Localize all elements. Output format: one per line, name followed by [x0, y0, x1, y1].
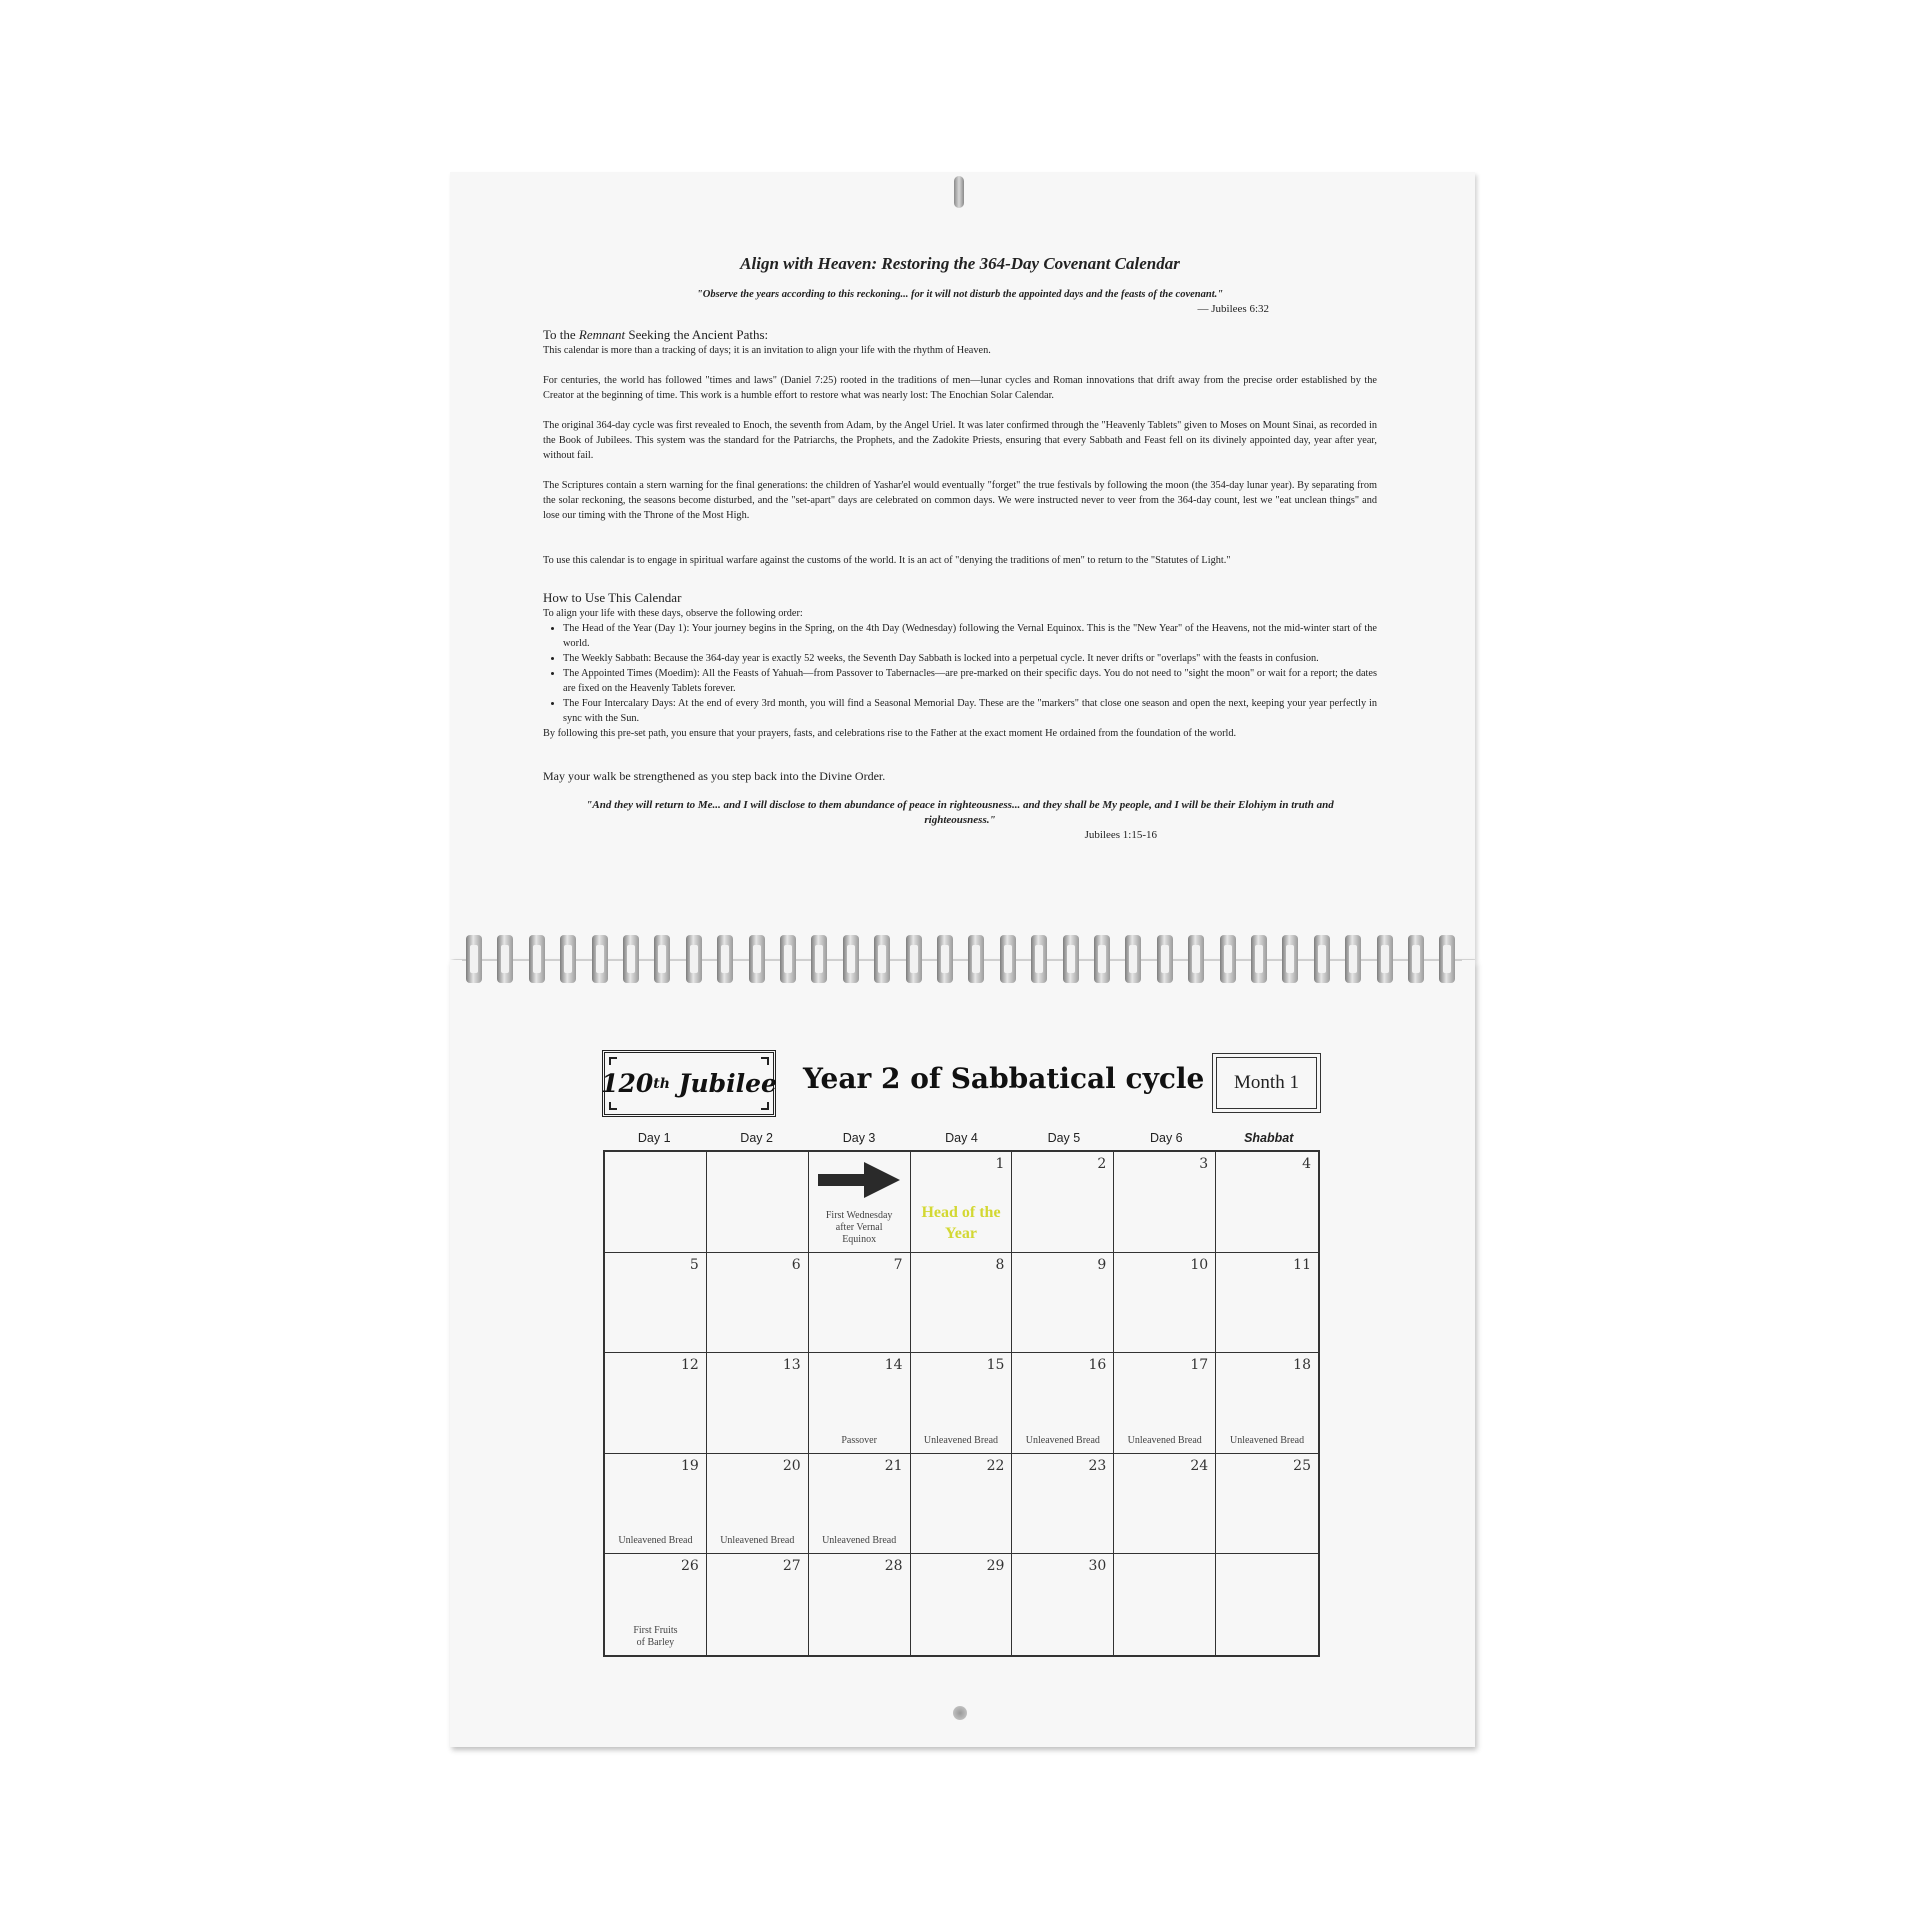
binding-ring — [1345, 935, 1361, 983]
day-header: Day 1 — [637, 1131, 671, 1145]
calendar-day-cell — [1114, 1454, 1216, 1555]
feast-note: Unleavened Bread — [822, 1535, 897, 1547]
calendar-day-cell — [911, 1554, 1013, 1655]
day-header-row — [603, 1131, 1320, 1145]
binding-ring — [968, 935, 984, 983]
binding-wire — [462, 959, 1462, 961]
calendar-day-cell — [911, 1454, 1013, 1555]
final-quote: "And they will return to Me... and I will disclose to them abundance of peace in righteousness... and they shall be My people, and I will be their Elohiym in truth and righteousness." — [586, 799, 1334, 826]
feast-note: Unleavened Bread — [1025, 1434, 1100, 1446]
jubilee-word: Jubilee — [669, 1069, 777, 1098]
shabbat-header: Shabbat — [1244, 1131, 1294, 1145]
binding-ring — [811, 935, 827, 983]
day-number: 28 — [884, 1558, 903, 1575]
calendar-day-cell — [809, 1454, 911, 1555]
month-badge — [1212, 1053, 1321, 1113]
calendar-day-cell — [1012, 1454, 1114, 1555]
day-number: 30 — [1088, 1558, 1107, 1575]
binding-ring — [749, 935, 765, 983]
binding-ring — [906, 935, 922, 983]
salutation — [543, 327, 1377, 343]
day-number: 20 — [782, 1457, 801, 1474]
salutation-suffix: Seeking the Ancient Paths: — [625, 327, 769, 342]
epigraph: "Observe the years according to this reckoning... for it will not disturb the appointed days and the feasts of the covenant." — [696, 289, 1224, 300]
calendar-day-cell — [1216, 1454, 1318, 1555]
day-number: 15 — [986, 1357, 1005, 1374]
day-number: 17 — [1190, 1357, 1209, 1374]
binding-ring — [1439, 935, 1455, 983]
calendar-grid — [603, 1150, 1320, 1657]
intro-text — [543, 256, 1377, 843]
day-number: 10 — [1190, 1256, 1209, 1273]
calendar-day-cell — [1114, 1152, 1216, 1253]
day-number: 8 — [995, 1256, 1005, 1273]
binding-ring — [874, 935, 890, 983]
calendar-day-cell — [707, 1454, 809, 1555]
calendar-day-cell — [809, 1253, 911, 1354]
binding-ring — [1157, 935, 1173, 983]
day-number: 9 — [1097, 1256, 1107, 1273]
day-header: Day 5 — [1047, 1131, 1081, 1145]
binding-ring — [623, 935, 639, 983]
salutation-emphasis: Remnant — [578, 327, 626, 342]
day-number: 12 — [681, 1357, 699, 1374]
closing-line: May your walk be strengthened as you step back into the Divine Order. — [543, 769, 886, 783]
day-number: 13 — [782, 1357, 801, 1374]
binding-ring — [1031, 935, 1047, 983]
day-number: 22 — [986, 1457, 1005, 1474]
frame-corner — [609, 1057, 617, 1065]
day-number: 4 — [1302, 1156, 1311, 1172]
binding-ring — [560, 935, 576, 983]
calendar-day-cell — [911, 1253, 1013, 1354]
feast-note: Unleavened Bread — [720, 1535, 795, 1547]
year-title: Year 2 of Sabbatical cycle — [803, 1062, 1205, 1095]
day-number: 24 — [1190, 1457, 1209, 1474]
binding-ring — [1188, 935, 1204, 983]
month-label: Month 1 — [1234, 1072, 1299, 1093]
day-number: 1 — [995, 1156, 1005, 1172]
jubilee-suffix: th — [653, 1075, 670, 1092]
calendar-day-cell — [1012, 1253, 1114, 1354]
day-header: Day 2 — [740, 1131, 773, 1145]
day-number: 18 — [1293, 1357, 1311, 1374]
binding-ring — [592, 935, 608, 983]
binding-ring — [1377, 935, 1393, 983]
howto-outro: By following this pre-set path, you ensure that your prayers, fasts, and celebrations rise to the Father at the exact moment He ordained from the foundation of the world. — [543, 728, 1237, 739]
day-number: 14 — [884, 1357, 903, 1374]
calendar-day-cell — [1216, 1152, 1318, 1253]
binding-ring — [717, 935, 733, 983]
feast-note: Unleavened Bread — [1229, 1434, 1305, 1446]
calendar-day-cell — [1012, 1353, 1114, 1454]
calendar-day-cell — [605, 1454, 707, 1555]
paragraph: The original 364-day cycle was first revealed to Enoch, the seventh from Adam, by the Angel Uriel. It was later confirmed through the "Heavenly Tablets" given to Moses on Mount Sinai, as recorded in the Book of Jubilees. This system was the standard for the Patriarchs, the Prophets, and the Zadokite Priests, ensuring that every Sabbath and Feast fell on its divinely appointed day, year after year, without fail. — [543, 420, 1377, 461]
document-title: Align with Heaven: Restoring the 364-Day Covenant Calendar — [740, 254, 1180, 273]
calendar-day-cell — [911, 1353, 1013, 1454]
day-number: 3 — [1199, 1156, 1209, 1172]
paragraph: This calendar is more than a tracking of days; it is an invitation to align your life with the rhythm of Heaven. — [543, 345, 991, 356]
day-number: 7 — [893, 1256, 903, 1273]
binding-ring — [529, 935, 545, 983]
jubilee-number: 120 — [601, 1069, 654, 1098]
calendar-day-cell — [1012, 1152, 1114, 1253]
calendar-day-cell — [809, 1554, 911, 1655]
day-number: 26 — [681, 1558, 699, 1575]
day-number: 11 — [1293, 1256, 1311, 1273]
calendar-day-cell — [1114, 1253, 1216, 1354]
howto-heading: How to Use This Calendar — [543, 590, 682, 605]
calendar-day-cell — [1012, 1554, 1114, 1655]
calendar-day-cell — [605, 1253, 707, 1354]
calendar-day-cell — [809, 1353, 911, 1454]
list-item: • The Appointed Times (Moedim): All the Feasts of Yahuah—from Passover to Tabernacles—are pre-marked on their specific days. You do not need to "sight the moon" or wait for a report; the dates are fixed on the Heavenly Tablets forever. — [563, 666, 1377, 696]
list-item: • The Four Intercalary Days: At the end of every 3rd month, you will find a Seasonal Memorial Day. These are the "markers" that close one season and open the next, keeping your year perfectly in sync with the Sun. — [563, 696, 1377, 726]
day-number: 21 — [884, 1457, 903, 1474]
calendar-day-cell — [707, 1353, 809, 1454]
calendar-day-cell — [707, 1554, 809, 1655]
day-number: 16 — [1088, 1357, 1107, 1374]
day-number: 6 — [791, 1256, 801, 1273]
calendar-day-cell — [809, 1152, 911, 1253]
binding-ring — [1282, 935, 1298, 983]
day-number: 19 — [681, 1457, 699, 1474]
calendar-day-cell — [707, 1253, 809, 1354]
binding-ring — [1251, 935, 1267, 983]
binding-ring — [1000, 935, 1016, 983]
calendar-day-cell — [605, 1152, 707, 1253]
calendar-day-cell — [605, 1353, 707, 1454]
calendar-day-cell — [1216, 1554, 1318, 1655]
right-arrow-icon — [818, 1160, 900, 1200]
calendar-day-cell — [911, 1152, 1013, 1253]
final-quote-reference: Jubilees 1:15-16 — [1084, 829, 1157, 841]
feast-note: First Fruits of Barley — [633, 1624, 678, 1648]
feast-note: First Wednesday after Vernal Equinox — [825, 1209, 893, 1245]
feast-note: Unleavened Bread — [1127, 1434, 1202, 1446]
hanging-hole — [953, 1706, 967, 1720]
calendar-day-cell — [605, 1554, 707, 1655]
binding-ring — [1094, 935, 1110, 983]
frame-corner — [761, 1102, 769, 1110]
calendar-day-cell — [1114, 1353, 1216, 1454]
howto-list — [543, 621, 1377, 726]
hanger-hook — [954, 176, 964, 208]
feast-note: Unleavened Bread — [618, 1535, 693, 1547]
binding-ring — [780, 935, 796, 983]
list-item: • The Head of the Year (Day 1): Your journey begins in the Spring, on the 4th Day (Wednesday) following the Vernal Equinox. This is the "New Year" of the Heavens, not the mid-winter start of the world. — [563, 621, 1377, 651]
day-number: 5 — [689, 1256, 699, 1273]
day-number: 27 — [782, 1558, 801, 1575]
binding-ring — [497, 935, 513, 983]
binding-ring — [1125, 935, 1141, 983]
day-header: Day 6 — [1149, 1131, 1183, 1145]
day-number: 25 — [1293, 1457, 1311, 1474]
frame-corner — [609, 1102, 617, 1110]
binding-ring — [686, 935, 702, 983]
calendar-day-cell — [1114, 1554, 1216, 1655]
frame-corner — [761, 1057, 769, 1065]
binding-ring — [1220, 935, 1236, 983]
binding-ring — [1063, 935, 1079, 983]
day-header: Day 4 — [945, 1131, 978, 1145]
salutation-prefix: To the — [543, 327, 579, 342]
binding-ring — [1314, 935, 1330, 983]
day-header: Day 3 — [842, 1131, 876, 1145]
binding-ring — [654, 935, 670, 983]
day-number: 23 — [1088, 1457, 1107, 1474]
binding-ring — [937, 935, 953, 983]
day-number: 2 — [1097, 1156, 1107, 1172]
binding-ring — [843, 935, 859, 983]
day-number: 29 — [986, 1558, 1005, 1575]
list-item: • The Weekly Sabbath: Because the 364-day year is exactly 52 weeks, the Seventh Day Sabbath is locked into a perpetual cycle. It never drifts or "overlaps" with the feasts in confusion. — [563, 651, 1377, 666]
spiral-binding — [462, 935, 1462, 985]
calendar-day-cell — [1216, 1253, 1318, 1354]
epigraph-reference: — Jubilees 6:32 — [1197, 303, 1269, 315]
binding-ring — [1408, 935, 1424, 983]
paragraph: For centuries, the world has followed "times and laws" (Daniel 7:25) rooted in the traditions of men—lunar cycles and Roman innovations that drift away from the precise order established by the Creator at the beginning of time. This work is a humble effort to restore what was nearly lost: The Enochian Solar Calendar. — [543, 375, 1377, 401]
jubilee-badge — [602, 1050, 776, 1117]
howto-intro: To align your life with these days, observe the following order: — [543, 608, 803, 619]
paragraph: To use this calendar is to engage in spiritual warfare against the customs of the world. It is an act of "denying the traditions of men" to return to the "Statutes of Light." — [543, 555, 1231, 566]
head-of-year-label: Head of the Year — [921, 1204, 1001, 1242]
calendar-day-cell — [1216, 1353, 1318, 1454]
binding-ring — [466, 935, 482, 983]
feast-note: Unleavened Bread — [923, 1434, 999, 1446]
paragraph: The Scriptures contain a stern warning for the final generations: the children of Yashar'el would eventually "forget" the true festivals by following the moon (the 354-day lunar year). By separating from the solar reckoning, the seasons become disturbed, and the "set-apart" days are celebrated on common days. We were instructed never to veer from the 364-day count, lest we "eat unclean things" and lose our timing with the Throne of the Most High. — [543, 480, 1377, 521]
calendar-day-cell — [707, 1152, 809, 1253]
feast-note: Passover — [841, 1434, 877, 1446]
